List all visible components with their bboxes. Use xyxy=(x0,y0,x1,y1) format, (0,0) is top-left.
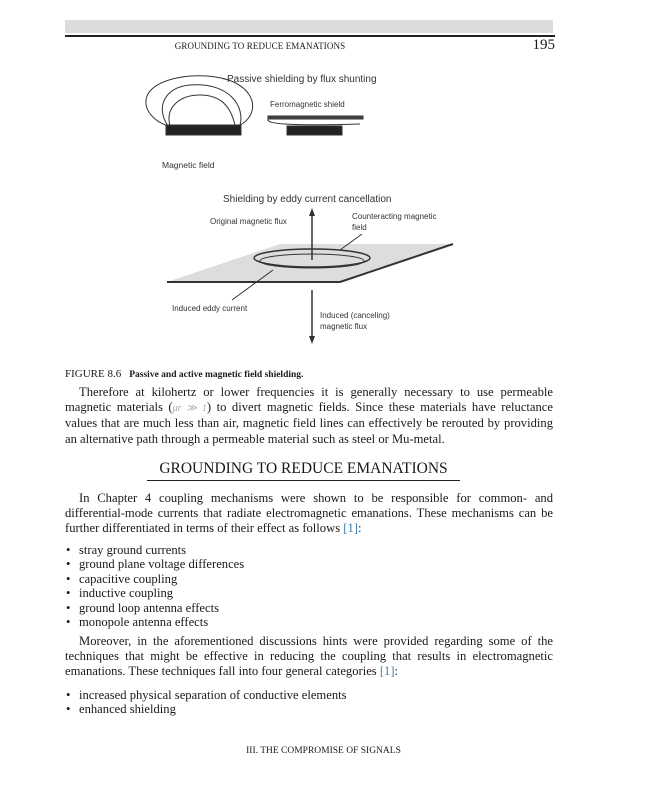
para-text: ) to divert magnetic fields. Since these materials have reluctance values that are much less than air, magnetic field lines can effectively be rerouted by providing an alternative path through a permeable material such as steel or Mu-metal. xyxy=(65,400,553,446)
coupling-list xyxy=(65,543,244,629)
caption-number: FIGURE 8.6 xyxy=(65,368,122,380)
label-eddy-current: Induced eddy current xyxy=(172,304,248,313)
para-text: In Chapter 4 coupling mechanisms were shown to be responsible for common- and differential-mode currents that radiate electromagnetic emanations. These mechanisms can be further differentiated in terms of their effect as follows xyxy=(65,491,553,536)
paragraph-coupling xyxy=(65,491,553,537)
eddy-current-diagram xyxy=(167,208,453,344)
page-footer: III. THE COMPROMISE OF SIGNALS xyxy=(246,746,401,756)
list-item: • enhanced shielding xyxy=(65,702,347,716)
para-text: Moreover, in the aforementioned discussions hints were provided regarding some of the techniques that might be effective in reducing the coupling that results in electromagnetic emanations. These techniques fall into four general categories xyxy=(65,634,553,679)
label-induced-1: Induced (canceling) xyxy=(320,311,390,320)
list-item: • ground plane voltage differences xyxy=(65,557,244,571)
list-item: • ground loop antenna effects xyxy=(65,601,244,615)
running-header: GROUNDING TO REDUCE EMANATIONS xyxy=(174,41,346,51)
para-text: : xyxy=(357,521,362,536)
paragraph-techniques xyxy=(65,634,553,680)
list-item: • capacitive coupling xyxy=(65,572,244,586)
paragraph-permeable xyxy=(65,385,553,447)
citation-link[interactable]: [1] xyxy=(379,664,395,679)
list-item: • stray ground currents xyxy=(65,543,244,557)
label-induced-2: magnetic flux xyxy=(320,322,368,331)
mu-symbol: μr ≫ 1 xyxy=(172,403,207,415)
techniques-list xyxy=(65,688,347,717)
caption-text: Passive and active magnetic field shielding. xyxy=(129,370,304,380)
list-item: • inductive coupling xyxy=(65,586,244,600)
figure-caption xyxy=(65,368,303,380)
section-heading: GROUNDING TO REDUCE EMANATIONS xyxy=(147,460,460,481)
ferromagnetic-shield-diagram xyxy=(268,116,363,135)
top-gray-bar xyxy=(65,20,553,33)
figure-title-passive: Passive shielding by flux shunting xyxy=(227,74,377,85)
list-item: • increased physical separation of conductive elements xyxy=(65,688,347,702)
label-counteracting-1: Counteracting magnetic xyxy=(352,212,437,221)
list-item: • monopole antenna effects xyxy=(65,615,244,629)
citation-link[interactable]: [1] xyxy=(343,521,358,536)
header-rule xyxy=(65,35,555,37)
label-magnetic-field: Magnetic field xyxy=(162,160,215,170)
label-ferromagnetic-shield: Ferromagnetic shield xyxy=(270,100,345,109)
label-counteracting-2: field xyxy=(352,223,367,232)
para-text: : xyxy=(394,664,399,679)
label-original-flux: Original magnetic flux xyxy=(210,217,287,226)
figure-magnetic-shielding xyxy=(60,62,560,362)
page-number: 195 xyxy=(532,37,555,53)
figure-title-eddy: Shielding by eddy current cancellation xyxy=(223,194,392,205)
para-text: Therefore at kilohertz or lower frequencies it is generally necessary to use permeable magnetic materials ( xyxy=(65,385,553,415)
